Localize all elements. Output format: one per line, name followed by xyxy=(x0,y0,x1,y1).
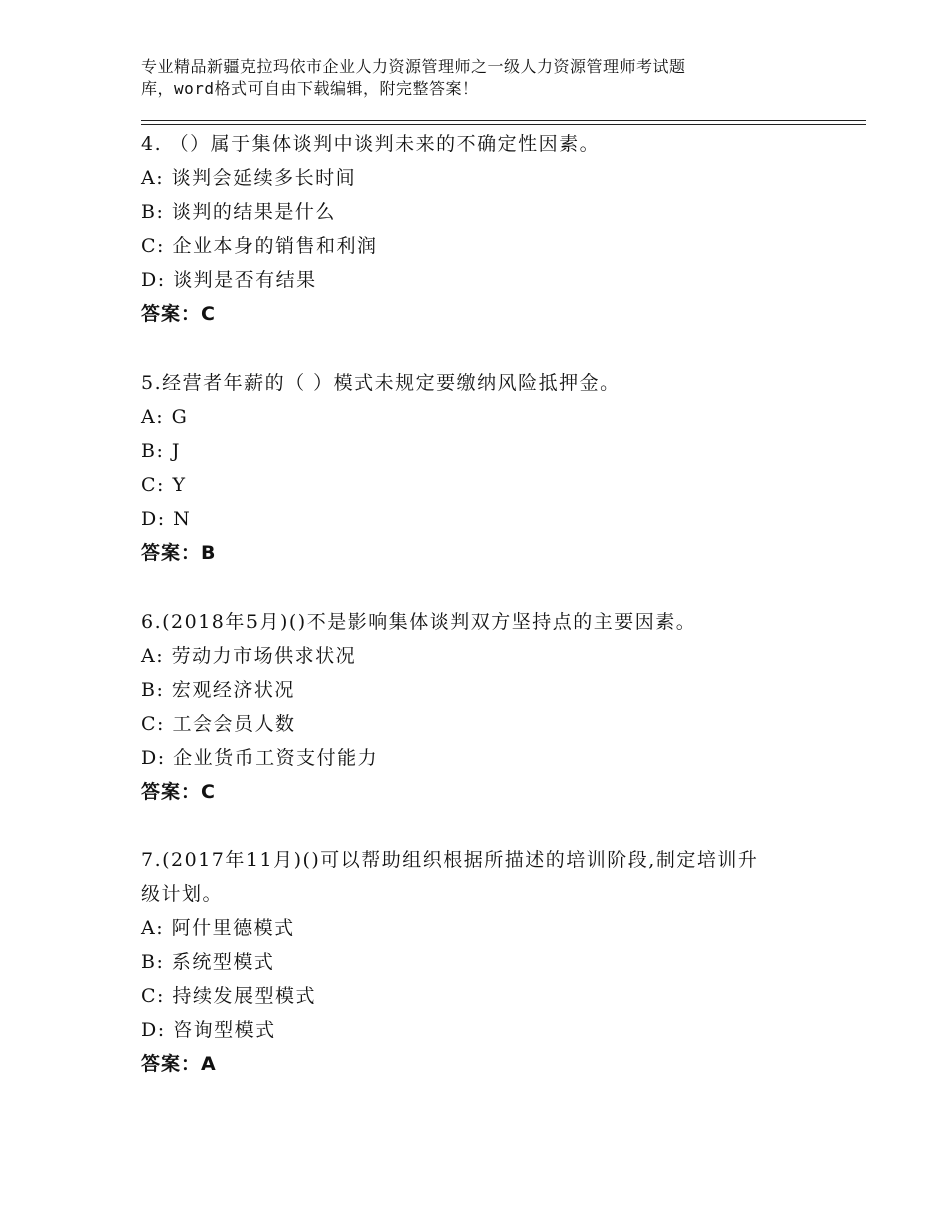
option-b: B: 谈判的结果是什么 xyxy=(141,201,336,223)
option-d: D: N xyxy=(141,508,192,530)
answer-line xyxy=(141,536,831,570)
option-b: B: J xyxy=(141,440,182,462)
question-4 xyxy=(141,127,831,331)
answer-label: 答案： xyxy=(141,1053,202,1075)
question-stem-line-2: 级计划。 xyxy=(141,883,224,905)
option-d: D: 企业货币工资支付能力 xyxy=(141,747,379,769)
header-divider-top xyxy=(141,120,866,121)
header-divider-bottom xyxy=(141,124,866,125)
question-stem: 5.经营者年薪的（ ）模式未规定要缴纳风险抵押金。 xyxy=(141,372,621,394)
question-6 xyxy=(141,605,831,809)
option-a: A: 谈判会延续多长时间 xyxy=(141,167,357,189)
option-d: D: 谈判是否有结果 xyxy=(141,269,317,291)
answer-line xyxy=(141,1047,831,1081)
option-c: C: 企业本身的销售和利润 xyxy=(141,235,378,257)
header-line-2: 库，word格式可自由下载编辑，附完整答案！ xyxy=(141,79,479,98)
document-header xyxy=(141,56,801,100)
option-c: C: Y xyxy=(141,474,187,496)
answer-value: B xyxy=(201,542,217,564)
option-c: C: 工会会员人数 xyxy=(141,713,296,735)
answer-line xyxy=(141,775,831,809)
answer-line xyxy=(141,297,831,331)
question-stem: 4. （）属于集体谈判中谈判未来的不确定性因素。 xyxy=(141,133,601,155)
header-line-1: 专业精品新疆克拉玛依市企业人力资源管理师之一级人力资源管理师考试题 xyxy=(141,57,686,76)
option-b: B: 系统型模式 xyxy=(141,951,275,973)
question-7 xyxy=(141,843,831,1081)
option-a: A: 阿什里德模式 xyxy=(141,917,295,939)
answer-label: 答案： xyxy=(141,781,202,803)
answer-value: C xyxy=(201,781,216,803)
answer-label: 答案： xyxy=(141,542,202,564)
answer-value: C xyxy=(201,303,216,325)
option-a: A: G xyxy=(141,406,189,428)
option-a: A: 劳动力市场供求状况 xyxy=(141,645,357,667)
option-c: C: 持续发展型模式 xyxy=(141,985,316,1007)
question-5 xyxy=(141,366,831,570)
answer-label: 答案： xyxy=(141,303,202,325)
option-b: B: 宏观经济状况 xyxy=(141,679,295,701)
option-d: D: 咨询型模式 xyxy=(141,1019,276,1041)
question-stem-line-1: 7.(2017年11月)()可以帮助组织根据所描述的培训阶段,制定培训升 xyxy=(141,849,759,871)
answer-value: A xyxy=(201,1053,217,1075)
question-stem: 6.(2018年5月)()不是影响集体谈判双方坚持点的主要因素。 xyxy=(141,611,697,633)
